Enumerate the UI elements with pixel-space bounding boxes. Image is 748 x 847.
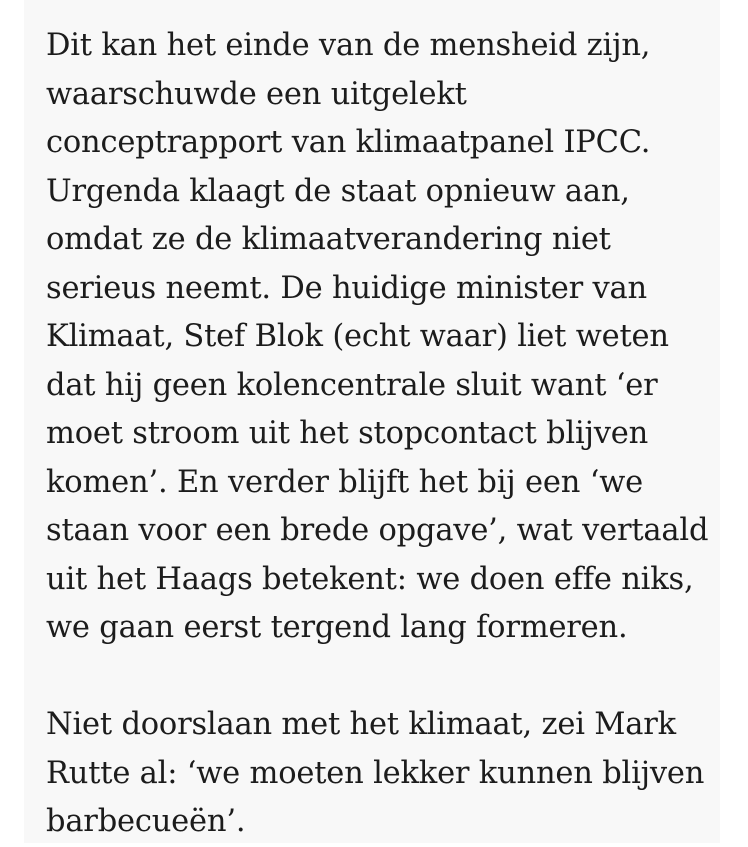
text-line: we gaan eerst tergend lang formeren. bbox=[46, 610, 628, 645]
text-line: uit het Haags betekent: we doen effe niks, bbox=[46, 561, 694, 597]
text-line: staan voor een brede opgave’, wat vertaald bbox=[46, 513, 709, 548]
text-line: Rutte al: ‘we moeten lekker kunnen blijven bbox=[46, 755, 705, 791]
text-line: barbecueën’. bbox=[46, 804, 246, 839]
text-line: dat hij geen kolencentrale sluit want ‘er bbox=[46, 367, 658, 403]
article-text bbox=[46, 22, 718, 847]
article-page bbox=[24, 0, 720, 843]
paragraph-1 bbox=[46, 22, 718, 653]
text-line: Urgenda klaagt de staat opnieuw aan, bbox=[46, 173, 630, 209]
paragraph-2 bbox=[46, 701, 718, 847]
text-line: komen’. En verder blijft het bij een ‘we bbox=[46, 464, 643, 500]
text-line: conceptrapport van klimaatpanel IPCC. bbox=[46, 125, 651, 160]
text-line: Klimaat, Stef Blok (echt waar) liet weten bbox=[46, 319, 669, 354]
text-line: serieus neemt. De huidige minister van bbox=[46, 270, 647, 306]
paragraph-spacer bbox=[46, 653, 718, 702]
text-line: waarschuwde een uitgelekt bbox=[46, 76, 467, 112]
text-line: omdat ze de klimaatverandering niet bbox=[46, 222, 611, 257]
text-line: moet stroom uit het stopcontact blijven bbox=[46, 416, 649, 451]
text-line: Dit kan het einde van de mensheid zijn, bbox=[46, 28, 651, 63]
text-line: Niet doorslaan met het klimaat, zei Mark bbox=[46, 707, 676, 742]
